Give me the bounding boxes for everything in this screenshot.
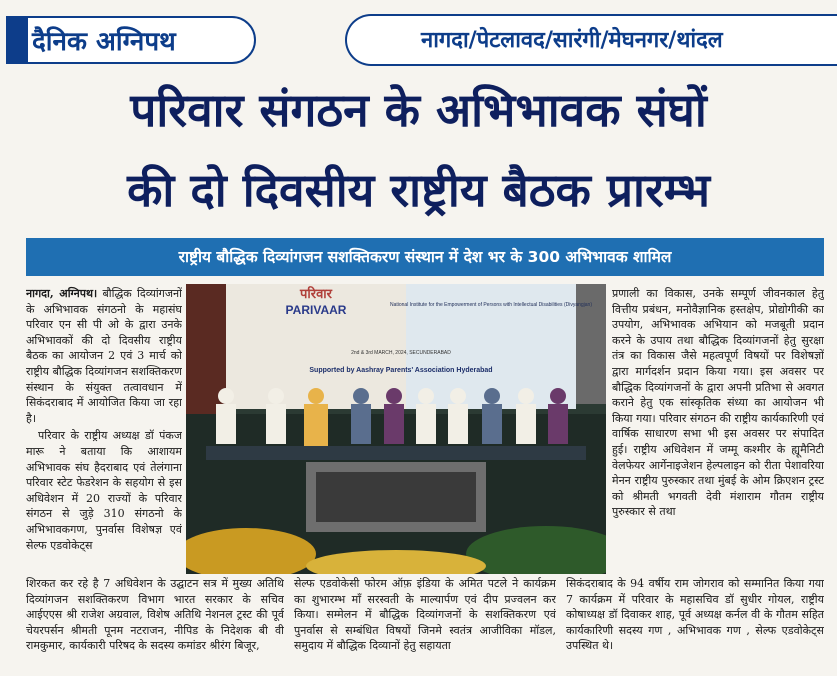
- edition-places-band: [345, 14, 837, 66]
- article-bottom-3: सिकंदराबाद के 94 वर्षीय राम जोगराव को सम्मानित किया गया 7 कार्यक्रम में परिवार के महासचिव डॉ सुधीर गोयल, राष्ट्रीय कोषाध्यक्ष डॉ दिवाकर शाह, पूर्व अध्यक्ष कर्नल वी के गौतम सहित कार्यकारिणी सदस्य गण , अभिभावक गण , सेल्फ एडवोकेट्स उपस्थित थे।: [566, 577, 824, 653]
- banner-title: परिवार: [300, 286, 332, 301]
- headline-line-1: परिवार संगठन के अभिभावक संघों: [130, 83, 707, 137]
- dateline: नागदा, अग्निपथ।: [26, 287, 98, 300]
- banner-date: 2nd & 3rd MARCH, 2024, SECUNDERABAD: [351, 350, 451, 356]
- banner-assoc: Supported by Aashray Parents' Association Hyderabad: [309, 367, 493, 374]
- newspaper-logo: [6, 16, 256, 64]
- article-paragraph: परिवार के राष्ट्रीय अध्यक्ष डॉ पंकज मारू ने बताया कि आशायम अभिभावक संघ हैदराबाद एवं तेलंगाना परिवार स्टेट फेडरेशन के सहयोग से इस अधिवेशन में 20 राज्यों के परिवार संगठन से जुड़े 310 संगठनो के अभिभावकगण, पुनर्वास विशेषज्ञ एवं सेल्फ एडवोकेट्स: [26, 429, 182, 552]
- banner-collab: National Institute for the Empowerment of Persons with Intellectual Disabilities (Divyangjan): [389, 302, 593, 308]
- newspaper-name: दैनिक अग्निपथ: [32, 27, 176, 57]
- banner-org: PARIVAAR: [285, 303, 347, 317]
- event-photo-drawing: [186, 284, 606, 574]
- paragraph-text: बौद्धिक दिव्यांगजनों के अभिभावक संगठनो के महासंघ परिवार एन सी पी ओ के द्वारा उनके अभिभावकों की दो दिवसीय राष्ट्रीय बैठक का आयोजन 2 एवं 3 मार्च को राष्ट्रीय बौद्धिक दिव्यांगजन सशक्तिकरण संस्थान के संयुक्त तत्वावधान में सिकंदराबाद में आयोजित किया जा रहा है।: [26, 287, 182, 425]
- article-paragraph: प्रणाली का विकास, उनके सम्पूर्ण जीवनकाल हेतु वित्तीय प्रबंधन, मनोवैज्ञानिक हस्तक्षेप, प्रोद्योगीकी का उपयोग, अभिभावक अभियान को मजबूती प्रदान करने के उपाय तथा बौद्धिक दिव्यांगजनों हेतु सुरक्षा तंत्र का विकास जैसे महत्वपूर्ण विषयों पर विशेषज्ञों द्वारा मार्गदर्शन प्रदान किया गया। इस अवसर पर बौद्धिक दिव्यांगजनों के द्वारा अपनी प्रतिभा से अवगत कराने हेतु एक सांस्कृतिक संध्या का आयोजन भी किया गया। परिवार संगठन की राष्ट्रीय कार्यकारिणी एवं वार्षिक साधारण सभा भी इस अवसर पर संपादित हुई। राष्ट्रीय अधिवेशन में जम्मू कश्मीर के ह्यूमैनिटी वेलफेयर आर्गेनाइजेशन हेल्पलाइन को रीता पेशावरिया मेनन राष्ट्रीय पुरुस्कार तथा मुंबई के ओम क्रिएशन ट्रस्ट को श्रीमती भगवती देवी मंशाराम गौतम राष्ट्रीय पुरुस्कार से तथा: [612, 287, 824, 519]
- masthead: [0, 0, 837, 70]
- headline-line-2: की दो दिवसीय राष्ट्रीय बैठक प्रारम्भ: [127, 163, 710, 217]
- article-paragraph: [26, 286, 182, 426]
- edition-places: नागदा/पेटलावद/सारंगी/मेघनगर/थांदल: [421, 28, 723, 53]
- article-bottom-2: सेल्फ एडवोकेसी फोरम ऑफ़ इंडिया के अमित पटले ने कार्यक्रम का शुभारम्भ माँ सरस्वती के माल्यार्पण एवं दीप प्रज्वलन कर किया। सम्मेलन में बौद्धिक दिव्यांगजनों के सशक्तिकरण एवं पुनर्वास से सम्बंधित विषयों जिनमे स्वतंत्र आजीविका मॉडल, समुदाय में बौद्धिक दिव्यानों हेतु सहायता: [294, 577, 556, 653]
- article-column-1: [26, 286, 182, 576]
- subheadline-bar: राष्ट्रीय बौद्धिक दिव्यांगजन सशक्तिकरण संस्थान में देश भर के 300 अभिभावक शामिल: [26, 238, 824, 276]
- event-photo: [186, 284, 606, 574]
- article-bottom-1: शिरकत कर रहे है 7 अधिवेशन के उद्घाटन सत्र में मुख्य अतिथि दिव्यांगजन सशक्तिकरण विभाग भारत सरकार के सचिव आईएएस श्री राजेश अग्रवाल, विशेष अतिथि नेशनल ट्रस्ट की पूर्व चेयरपर्सन श्रीमती पूनम नटराजन, नीपिड के निदेशक बी वी रामकुमार, कार्यकारी परिषद के सदस्य कमांडर श्रीरंग बिजूर,: [26, 577, 284, 653]
- article-column-2: [612, 286, 824, 576]
- logo-mark-icon: [8, 18, 28, 62]
